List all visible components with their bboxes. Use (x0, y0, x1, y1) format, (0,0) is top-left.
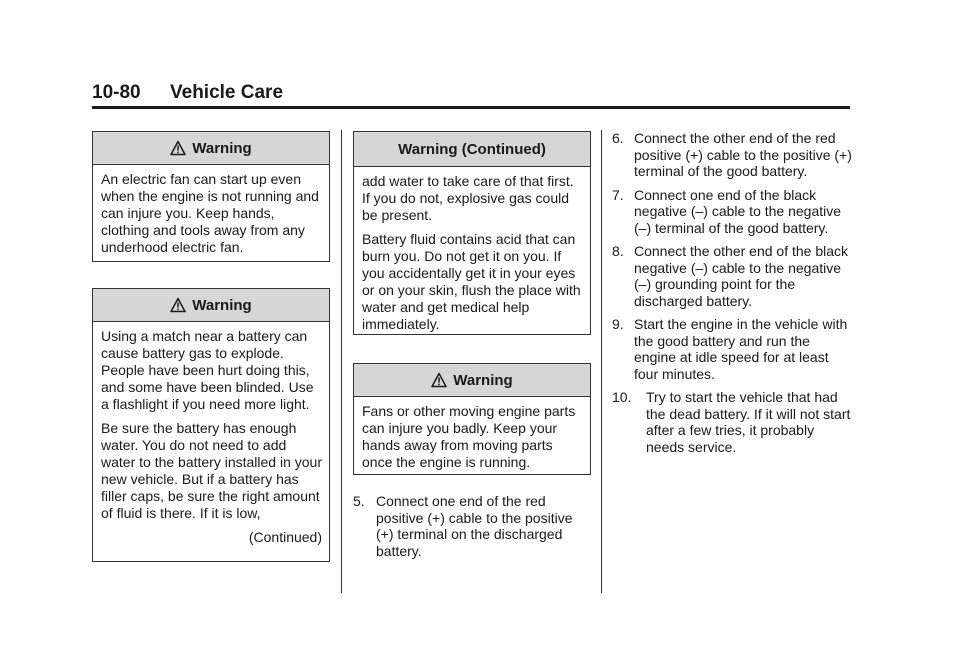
steps-list-right (612, 130, 852, 462)
step-text: Start the engine in the vehicle with the good battery and run the engine at idle speed for at least four minutes. (634, 316, 848, 382)
warning-paragraph: Using a match near a battery can cause battery gas to explode. People have been hurt doing this, and some have been blinded. Use a flashlight if you need more light. (101, 328, 314, 412)
step-number: 7. (612, 186, 624, 203)
step-text: Connect the other end of the black negative (–) cable to the negative (–) grounding point for the discharged battery. (634, 243, 849, 309)
warning-title: Warning (453, 371, 513, 389)
step-number: 10. (612, 389, 632, 405)
warning-title: Warning (Continued) (398, 140, 546, 158)
page-header (92, 80, 850, 109)
warning-triangle-icon (170, 297, 186, 313)
list-item (353, 493, 589, 559)
list-item (612, 187, 852, 237)
warning-triangle-icon (431, 372, 447, 388)
steps-list-middle (353, 493, 589, 566)
warning-paragraph: add water to take care of that first. If you do not, explosive gas could be present. (362, 173, 574, 223)
warning-title: Warning (192, 139, 252, 157)
warning-header (93, 289, 329, 322)
warning-title: Warning (192, 296, 252, 314)
list-item (612, 316, 852, 382)
page-number: 10-80 (92, 82, 141, 103)
warning-header (354, 132, 590, 167)
list-item (612, 389, 852, 455)
step-number: 9. (612, 316, 624, 332)
section-title: Vehicle Care (170, 82, 284, 103)
warning-box-moving-parts (353, 363, 591, 475)
step-text: Try to start the vehicle that had the dead battery. If it will not start after a few tries, it probably needs service. (646, 389, 851, 455)
step-number: 6. (612, 130, 624, 146)
warning-paragraph: An electric fan can start up even when the engine is not running and can injure you. Keep hands, clothing and tools away from any underhood electric fan. (101, 171, 319, 255)
step-text: Connect the other end of the red positive (+) cable to the positive (+) terminal of the good battery. (634, 130, 852, 179)
warning-box-fan (92, 131, 330, 262)
warning-body (93, 322, 329, 553)
warning-body (354, 397, 590, 478)
step-number: 8. (612, 243, 624, 259)
step-number: 5. (353, 493, 365, 509)
list-item (612, 243, 852, 309)
warning-paragraph: Be sure the battery has enough water. You do not need to add water to the battery installed in your new vehicle. But if a battery has filler caps, be sure the right amount of fluid is there. If it is low, (101, 420, 323, 521)
step-text: Connect one end of the black negative (–) cable to the negative (–) terminal of the good battery. (634, 186, 842, 236)
list-item (612, 130, 852, 180)
warning-body (93, 165, 329, 263)
warning-paragraph: Battery fluid contains acid that can burn you. Do not get it on you. If you accidentally get it in your eyes or on your skin, flush the place with water and get medical help immediately. (362, 231, 581, 332)
warning-box-battery (92, 288, 330, 562)
warning-paragraph: Fans or other moving engine parts can injure you badly. Keep your hands away from moving parts once the engine is running. (362, 403, 576, 470)
warning-triangle-icon (170, 140, 186, 156)
warning-box-continued (353, 131, 591, 335)
column-divider-left (341, 130, 342, 593)
warning-header (354, 364, 590, 397)
warning-header (93, 132, 329, 165)
column-divider-right (601, 130, 602, 593)
step-text: Connect one end of the red positive (+) cable to the positive (+) terminal on the discharged battery. (376, 493, 573, 559)
warning-body (354, 167, 590, 340)
continued-note: (Continued) (248, 529, 322, 545)
